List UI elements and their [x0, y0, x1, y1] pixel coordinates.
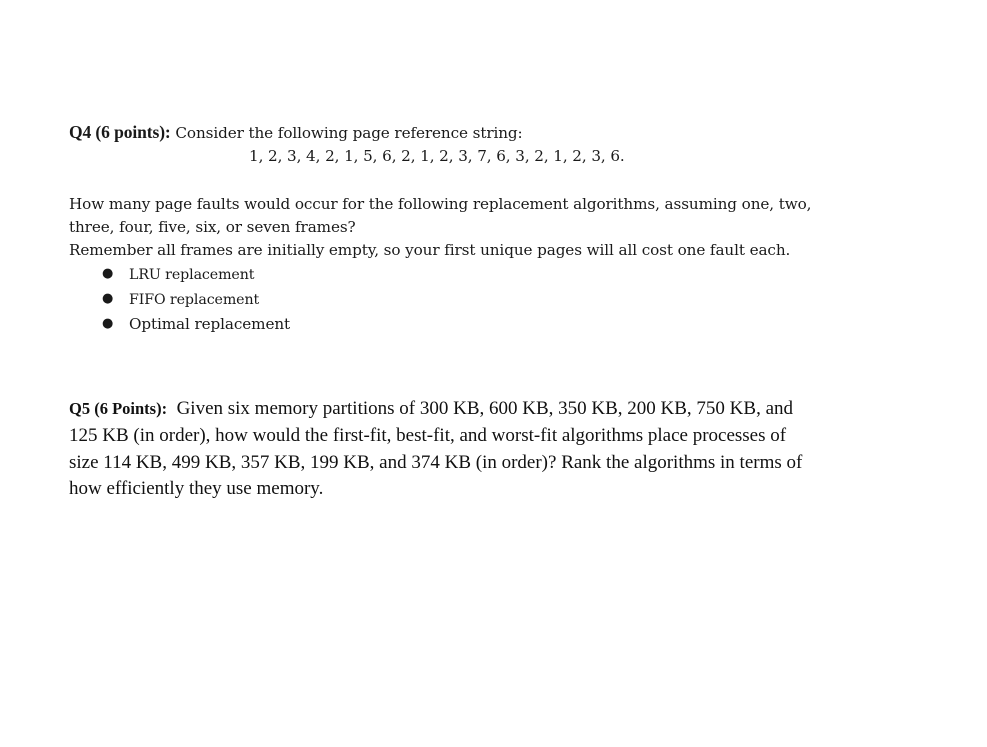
q4-intro: Consider the following page reference string:	[175, 124, 523, 142]
bullet-icon: ●	[102, 291, 114, 306]
q5-text-1: Given six memory partitions of 300 KB, 600 KB, 350 KB, 200 KB, 750 KB, and	[176, 398, 794, 419]
q5-line-2: 125 KB (in order), how would the first-fit, best-fit, and worst-fit algorithms place processes of	[69, 424, 787, 446]
question-5	[69, 396, 869, 503]
list-item	[69, 262, 949, 287]
q5-line-1	[69, 396, 869, 423]
bullet-icon: ●	[102, 266, 114, 281]
spacer	[69, 168, 949, 193]
list-item	[69, 287, 949, 312]
q4-reminder: Remember all frames are initially empty, so your first unique pages will all cost one fault each.	[69, 241, 791, 259]
q4-label: Q4 (6 points):	[69, 122, 171, 142]
algorithm-lru: LRU replacement	[129, 267, 255, 283]
algorithm-fifo: FIFO replacement	[129, 292, 260, 308]
q5-label: Q5 (6 Points):	[69, 399, 168, 418]
bullet-icon: ●	[102, 316, 114, 331]
q5-line-3: size 114 KB, 499 KB, 357 KB, 199 KB, and 374 KB (in order)? Rank the algorithms in terms of	[69, 451, 803, 473]
q4-question-line-1: How many page faults would occur for the following replacement algorithms, assuming one, two,	[69, 195, 812, 213]
page-reference-string: 1, 2, 3, 4, 2, 1, 5, 6, 2, 1, 2, 3, 7, 6, 3, 2, 1, 2, 3, 6.	[249, 147, 625, 165]
algorithm-optimal: Optimal replacement	[129, 315, 291, 333]
q5-line-4: how efficiently they use memory.	[69, 478, 324, 500]
q4-question-line-2: three, four, five, six, or seven frames?	[69, 218, 356, 236]
q4-heading-line	[69, 121, 949, 145]
question-4	[69, 121, 949, 336]
list-item	[69, 312, 949, 336]
algorithm-list	[69, 262, 949, 336]
